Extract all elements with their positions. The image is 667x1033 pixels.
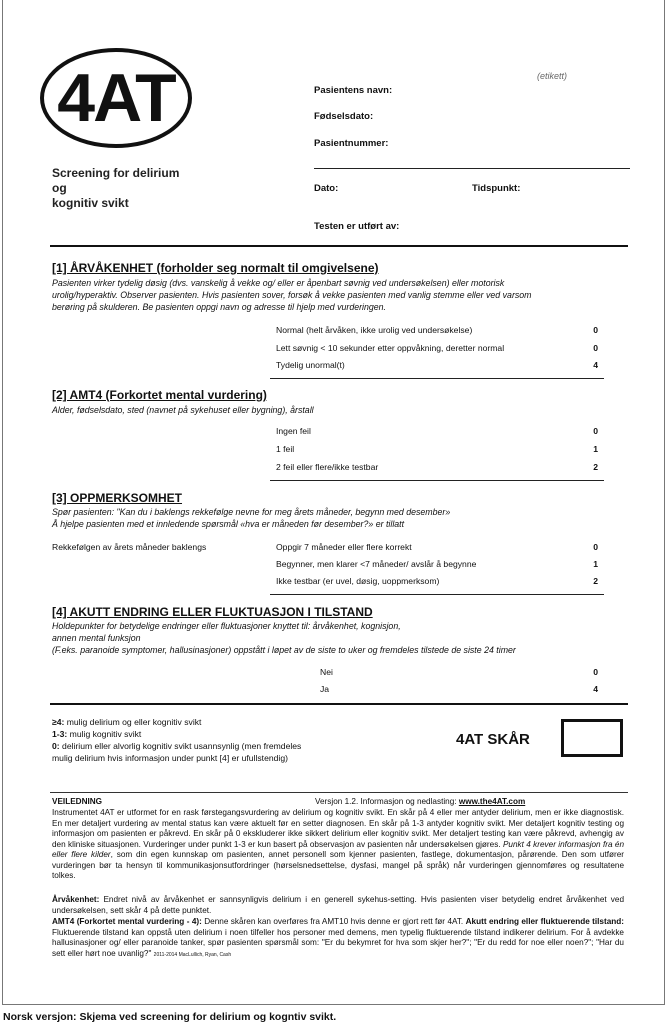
guide-paragraph-2: Årvåkenhet: Endret nivå av årvåkenhet er sannsynligvis delirium i en generell sykehus-setting. Hvis pasienten viser betydelig endret årvåkenhet ved undersøkelsen, sett skår 4 på dette punktet. — [52, 895, 624, 915]
section3-score: 0 — [593, 542, 598, 552]
section2-score: 0 — [593, 426, 598, 436]
section4-title: [4] AKUTT ENDRING ELLER FLUKTUASJON I TILSTAND — [52, 605, 373, 619]
figure-caption: Norsk versjon: Skjema ved screening for delirium og kogntiv svikt. — [3, 1011, 337, 1023]
section2-option: Ingen feil — [276, 426, 311, 436]
section1-score: 0 — [593, 343, 598, 353]
copyright: 2011-2014 MacLullich, Ryan, Cash — [153, 951, 232, 958]
section2-option: 1 feil — [276, 444, 295, 454]
section4-score: 4 — [593, 684, 598, 694]
section2-score: 1 — [593, 444, 598, 454]
section3-option: Begynner, men klarer <7 måneder/ avslår å begynne — [276, 559, 477, 569]
4at-logo: 4AT — [40, 48, 192, 148]
section2-description: Alder, fødselsdato, sted (navnet på sykehuset eller bygning), årstall — [52, 405, 314, 415]
header-rule — [50, 245, 628, 247]
guide-rule — [50, 792, 628, 793]
section3-option: Ikke testbar (er uvel, døsig, uoppmerksom) — [276, 576, 440, 586]
time-label: Tidspunkt: — [472, 183, 521, 194]
section3-option: Oppgir 7 måneder eller flere korrekt — [276, 542, 412, 552]
section3-title: [3] OPPMERKSOMHET — [52, 491, 183, 505]
section2-option: 2 feil eller flere/ikke testbar — [276, 462, 379, 472]
section4-score: 0 — [593, 667, 598, 677]
date-label: Dato: — [314, 183, 339, 194]
patient-number-label: Pasientnummer: — [314, 138, 389, 149]
section1-score: 4 — [593, 360, 598, 370]
section3-score: 1 — [593, 559, 598, 569]
section1-option: Tydelig unormal(t) — [276, 360, 345, 370]
section1-option: Lett søvnig < 10 sekunder etter oppvåkning, deretter normal — [276, 343, 505, 353]
total-score-box[interactable] — [561, 719, 623, 757]
birth-date-label: Fødselsdato: — [314, 111, 374, 122]
score-legend: ≥4: mulig delirium og eller kognitiv svikt 1-3: mulig kognitiv svikt 0: delirium eller alvorlig kognitiv svikt usannsynlig (men fremdeles mulig delirium hvis informasjon under punkt [4] er ufullstendig) — [52, 717, 302, 763]
scoring-rule — [50, 703, 628, 705]
section1-description: Pasienten virker tydelig døsig (dvs. vanskelig å vekke og/ eller er åpenbart søvnig ved undersøkelsen) eller motorisk urolig/hyperaktiv. Observer pasienten. Hvis pasienten sover, forsøk å vekke pasienten med vanlig stemme eller ved varsom berøring på skulderen. Be pasienten oppgi navn og adresse til hjelp med vurderingen. — [52, 278, 532, 312]
patient-name-label: Pasientens navn: — [314, 85, 393, 96]
section1-title: [1] ÅRVÅKENHET (forholder seg normalt til omgivelsene) — [52, 261, 379, 275]
section1-score: 0 — [593, 325, 598, 335]
performed-by-label: Testen er utført av: — [314, 221, 400, 232]
section2-divider — [270, 480, 604, 481]
total-score-label: 4AT SKÅR — [456, 731, 530, 748]
website-link[interactable]: www.the4AT.com — [458, 797, 526, 806]
section3-score: 2 — [593, 576, 598, 586]
section2-title: [2] AMT4 (Forkortet mental vurdering) — [52, 388, 267, 402]
section4-description: Holdepunkter for betydelige endringer eller fluktuasjoner knyttet til: årvåkenhet, kognisjon, annen mental funksjon (F.eks. paranoide symptomer, hallusinasjoner) oppstått i løpet av de siste to uker og fremdeles tilstede de siste 24 timer — [52, 621, 516, 655]
guide-paragraph-3: AMT4 (Forkortet mental vurdering - 4): Denne skåren kan overføres fra AMT10 hvis denne er gjort rett før 4AT. Akutt endring eller fluktuerende tilstand: Fluktuerende tilstand kan oppstå uten delirium i noen tilfeller hos personer med demens, men typelig fluktuerende tilstand indikerer delirium. For å avdekke hallusinasjoner og/ eller paranoide tanker, spør pasienten spørsmål som: "Er du bekymret for hva som skjer her?"; "Er du redd for noe eller noen?"; "Har du sett eller hørt noe uvanlig?" 2011-2014 MacLullich, Ryan, Cash — [52, 917, 624, 958]
section4-option: Ja — [320, 684, 330, 694]
section4-option: Nei — [320, 667, 333, 677]
form-subtitle: Screening for delirium og kognitiv svikt — [52, 166, 180, 210]
etikett-label: (etikett) — [537, 71, 568, 81]
guide-paragraph-1: Instrumentet 4AT er utformet for en rask førstegangsvurdering av delirium og kognitiv svikt. En skår på 4 eller mer antyder delirium, men er ikke diagnostisk. En mer detaljert vurdering av mental status kan være aktuelt før en setter diagnosen. En skår på 1-3 antyder kognitiv svikt. Mer detaljert kognitiv testing og informasjon om pasienten er påkrevd. En skår på 0 ekskluderer ikke sikkert delirium eller kognitiv svikt. Mer detaljert testing kan være påkrevd, avhengig av den kliniske situasjonen. Vurderinger under punkt 1-3 er kun basert på observasjon av pasienten når undersøkelsen gjøres. Punkt 4 krever informasjon fra én eller flere kilder, som din egen kunnskap om pasienten, annet personell som kjenner pasienten, fastlege, dokumentasjon, pårørende. Den som utfører vurderingen bør ta hensyn til kommunikasjonsutfordringer (hørselsnedsettelse, dysfasi, mangel på språk) når vurderingen gjennomføres og resultatene tolkes. — [52, 808, 625, 880]
section2-score: 2 — [593, 462, 598, 472]
section1-divider — [270, 378, 604, 379]
section1-option: Normal (helt årvåken, ikke urolig ved undersøkelse) — [276, 325, 473, 335]
guide-header: VEILEDNING Versjon 1.2. Informasjon og nedlasting: www.the4AT.com — [52, 797, 526, 806]
header-divider — [314, 168, 630, 169]
section3-side-label: Rekkefølgen av årets måneder baklengs — [52, 542, 207, 552]
section3-description: Spør pasienten: "Kan du i baklengs rekkefølge nevne for meg årets måneder, begynn med desember» Å hjelpe pasienten med et innledende spørsmål «hva er måneden før desember?» er tillatt — [52, 507, 451, 529]
section3-divider — [270, 594, 604, 595]
